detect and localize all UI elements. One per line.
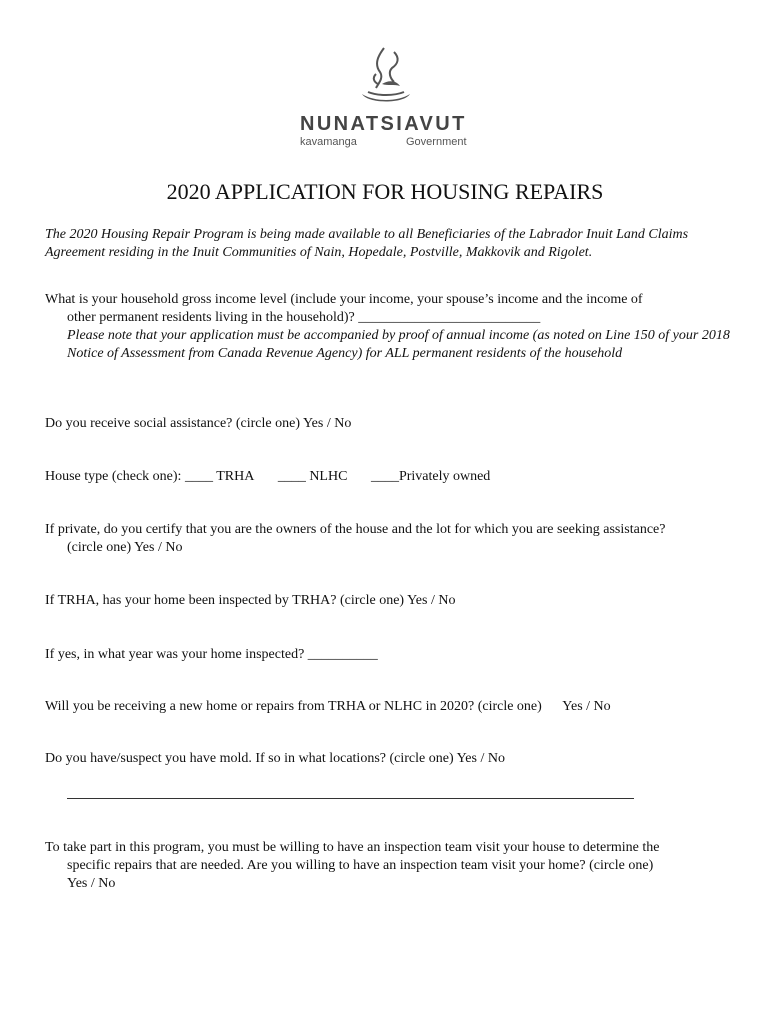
question-income (45, 291, 745, 363)
mold-locations-line[interactable] (67, 798, 634, 799)
question-mold[interactable]: Do you have/suspect you have mold. If so in what locations? (circle one) Yes / No (45, 751, 505, 766)
question-trha-inspected[interactable]: If TRHA, has your home been inspected by TRHA? (circle one) Yes / No (45, 593, 456, 608)
inspection-line-1: To take part in this program, you must be willing to have an inspection team visit your house to determine the (45, 840, 660, 855)
income-note: Please note that your application must be accompanied by proof of annual income (as noted on Line 150 of your 2018 Notice of Assessment from Canada Revenue Agency) for ALL permanent residents of the household (67, 328, 730, 361)
question-house-type[interactable] (45, 468, 745, 486)
inspection-answer[interactable]: Yes / No (67, 876, 116, 891)
new-home-text: Will you be receiving a new home or repairs from TRHA or NLHC in 2020? (circle one) (45, 699, 542, 714)
steaming-lamp-icon (354, 44, 418, 110)
question-inspection-year[interactable]: If yes, in what year was your home inspected? __________ (45, 647, 378, 662)
logo-subtitle-right: Government (406, 136, 467, 148)
nunatsiavut-logo (296, 44, 476, 154)
inspection-line-2: specific repairs that are needed. Are you willing to have an inspection team visit your home? (circle one) (67, 858, 654, 873)
question-new-home[interactable] (45, 698, 745, 716)
question-social-assistance[interactable]: Do you receive social assistance? (circle one) Yes / No (45, 416, 352, 431)
house-type-private[interactable]: ____Privately owned (370, 469, 491, 484)
house-type-nlhc[interactable]: ____ NLHC (277, 469, 348, 484)
question-private-certify (45, 521, 745, 557)
income-line-1: What is your household gross income level (include your income, your spouse’s income and the income of (45, 292, 643, 307)
private-line-2[interactable]: (circle one) Yes / No (67, 540, 183, 555)
private-line-1: If private, do you certify that you are the owners of the house and the lot for which you are seeking assistance? (45, 522, 666, 537)
logo-subtitle-left: kavamanga (300, 136, 357, 148)
page-title: 2020 APPLICATION FOR HOUSING REPAIRS (166, 179, 604, 204)
logo-wordmark: NUNATSIAVUT (300, 113, 467, 135)
question-inspection-team (45, 839, 745, 893)
house-type-label-trha[interactable]: House type (check one): ____ TRHA (45, 469, 255, 484)
intro-paragraph: The 2020 Housing Repair Program is being made available to all Beneficiaries of the Labrador Inuit Land Claims Agreement residing in the Inuit Communities of Nain, Hopedale, Postville, Makkovik and Rigolet. (45, 227, 689, 260)
income-line-2[interactable]: other permanent residents living in the household)? __________________________ (67, 310, 541, 325)
new-home-answer[interactable]: Yes / No (562, 699, 611, 714)
